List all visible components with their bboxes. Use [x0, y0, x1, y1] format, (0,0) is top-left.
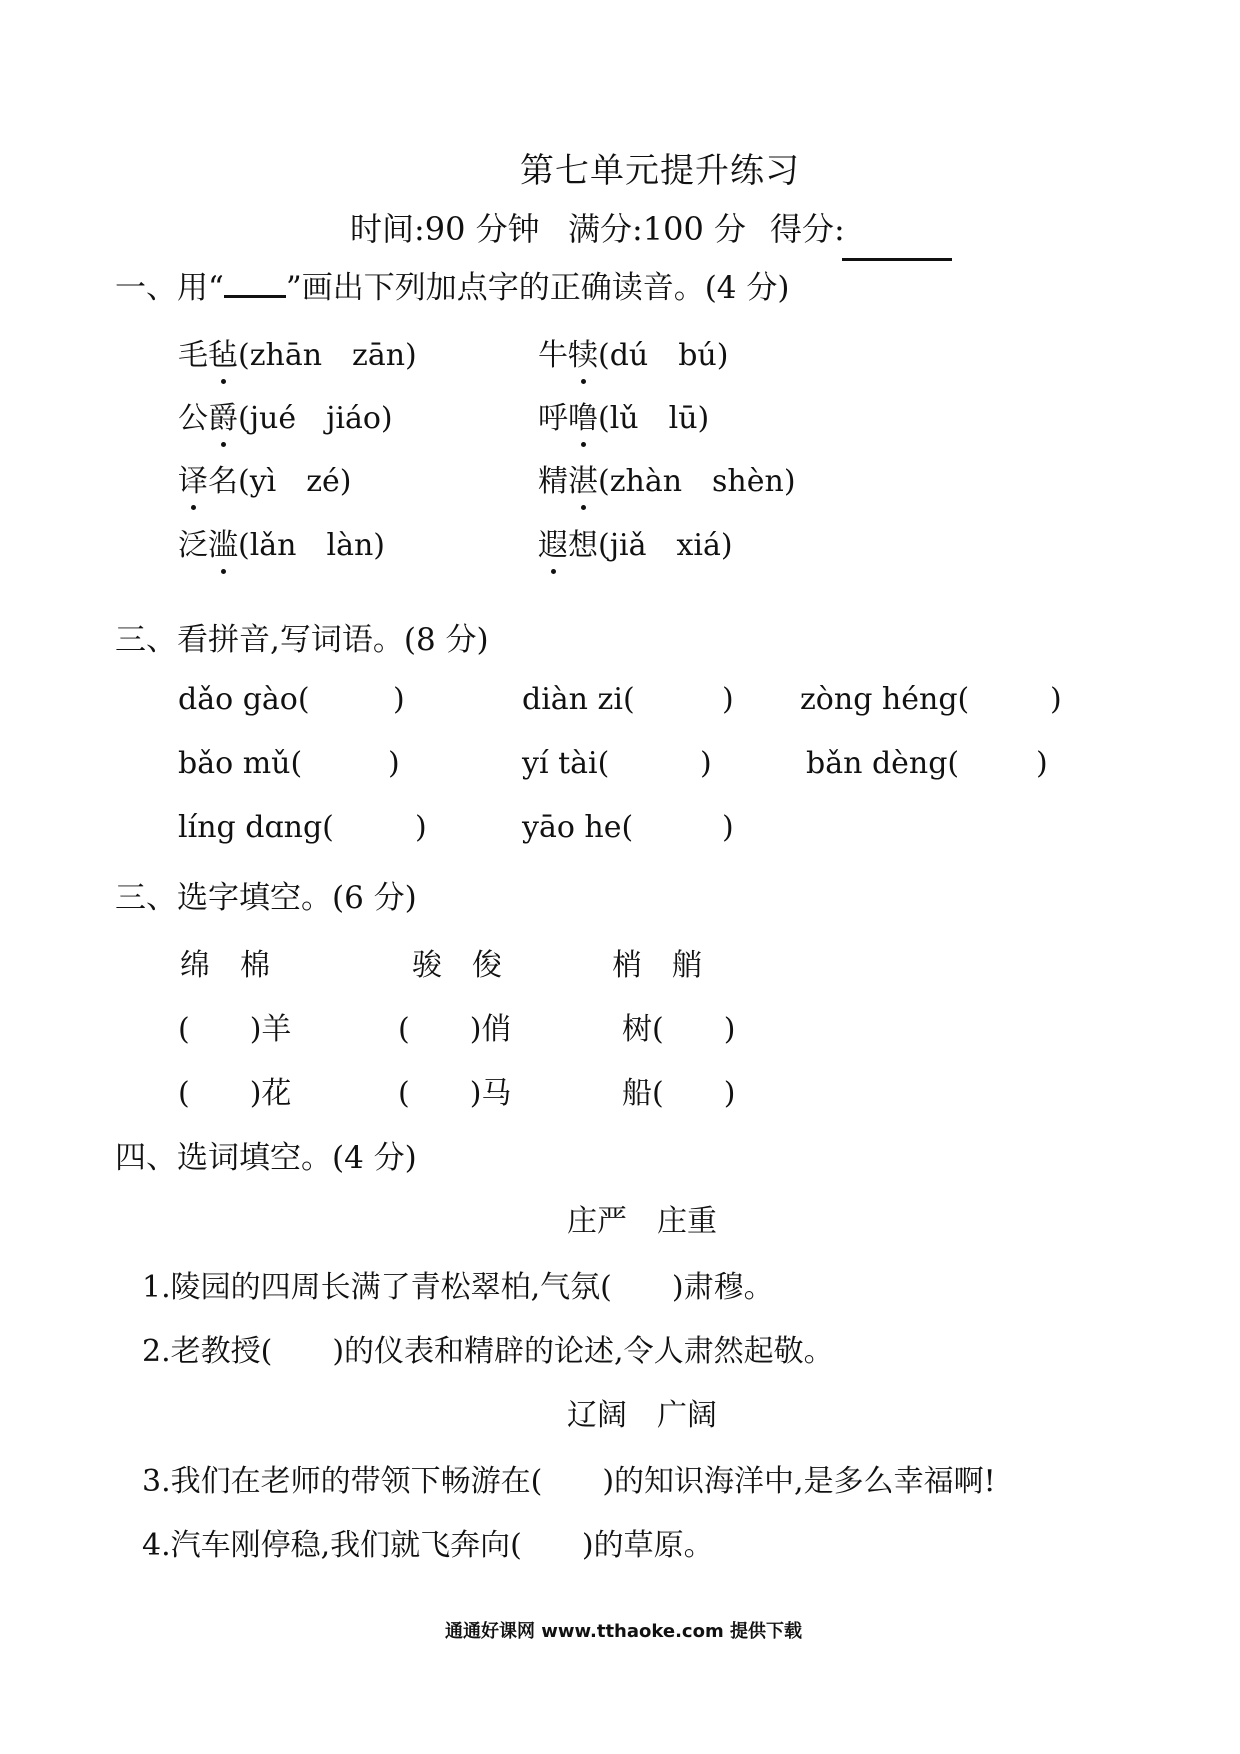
dotted-char: 毡	[208, 330, 238, 374]
full-score: 满分:100 分	[568, 210, 747, 248]
pinyin-item-7: 泛滥(lǎn làn)	[178, 520, 385, 564]
answer-blank[interactable]	[298, 682, 388, 718]
section1-heading	[115, 262, 789, 307]
answer-blank[interactable]	[318, 810, 408, 846]
dotted-char: 滥	[208, 520, 238, 564]
close-paren: )	[1036, 746, 1048, 781]
question-2: 2.老教授( )的仪表和精辟的论述,令人肃然起敬。	[142, 1334, 834, 1369]
pinyin-word-8: yāo he(	[522, 810, 634, 845]
answer-blank[interactable]	[290, 746, 380, 782]
close-paren: )	[722, 682, 734, 717]
dotted-char: 译	[178, 456, 208, 500]
question-3: 3.我们在老师的带领下畅游在( )的知识海洋中,是多么幸福啊!	[142, 1464, 996, 1499]
answer-blank[interactable]	[625, 810, 715, 846]
pinyin-item-8: 遐想(jiǎ xiá)	[538, 520, 733, 564]
answer-blank[interactable]	[940, 746, 1030, 782]
pinyin-item-1: 毛毡(zhān zān)	[178, 330, 417, 374]
answer-blank[interactable]	[625, 682, 715, 718]
pinyin-item-3: 公爵(jué jiáo)	[178, 393, 393, 437]
word-choice-group-1: 庄严 庄重	[567, 1204, 717, 1239]
pinyin-word-7: líng dɑng(	[178, 810, 334, 845]
score-label: 得分:	[770, 210, 845, 248]
close-paren: )	[393, 682, 405, 717]
close-paren: )	[415, 810, 427, 845]
dotted-char: 遐	[538, 520, 568, 564]
char-pair-1: 绵 棉	[180, 948, 270, 983]
question-1: 1.陵园的四周长满了青松翠柏,气氛( )肃穆。	[142, 1270, 774, 1305]
section3-heading: 三、选字填空。(6 分)	[115, 880, 417, 916]
pinyin-item-4: 呼噜(lǔ lū)	[538, 393, 709, 437]
pinyin-word-5: yí tài(	[522, 746, 610, 781]
close-paren: )	[1050, 682, 1062, 717]
close-paren: )	[388, 746, 400, 781]
answer-blank[interactable]	[955, 682, 1045, 718]
score-blank[interactable]	[842, 258, 952, 261]
fill-blank-3[interactable]: 树( )	[622, 1012, 736, 1047]
dotted-char: 湛	[568, 456, 598, 500]
underline-sample	[224, 295, 286, 298]
section1-heading-pre: 一、用“	[115, 270, 224, 306]
word-choice-group-2: 辽阔 广阔	[567, 1398, 717, 1433]
fill-blank-5[interactable]: ( )马	[398, 1076, 512, 1111]
exam-time: 时间:90 分钟	[350, 210, 540, 248]
fill-blank-6[interactable]: 船( )	[622, 1076, 736, 1111]
answer-blank[interactable]	[605, 746, 695, 782]
dotted-char: 噜	[568, 393, 598, 437]
question-4: 4.汽车刚停稳,我们就飞奔向( )的草原。	[142, 1528, 714, 1563]
section2-heading: 三、看拼音,写词语。(8 分)	[115, 622, 489, 658]
pinyin-item-2: 牛犊(dú bú)	[538, 330, 728, 374]
pinyin-item-6: 精湛(zhàn shèn)	[538, 456, 796, 500]
page-title: 第七单元提升练习	[520, 151, 800, 191]
pinyin-item-5: 译名(yì zé)	[178, 456, 352, 500]
close-paren: )	[700, 746, 712, 781]
section4-heading: 四、选词填空。(4 分)	[115, 1140, 417, 1176]
char-pair-3: 梢 艄	[612, 948, 702, 983]
dotted-char: 爵	[208, 393, 238, 437]
dotted-char: 犊	[568, 330, 598, 374]
close-paren: )	[722, 810, 734, 845]
char-pair-2: 骏 俊	[412, 948, 502, 983]
pinyin-word-1: dǎo gào(	[178, 682, 310, 717]
pinyin-word-6: bǎn dèng(	[806, 746, 960, 781]
footer-source: 通通好课网 www.tthaoke.com 提供下载	[445, 1621, 802, 1642]
fill-blank-1[interactable]: ( )羊	[178, 1012, 292, 1047]
fill-blank-4[interactable]: ( )花	[178, 1076, 292, 1111]
pinyin-word-2: diàn zi(	[522, 682, 635, 717]
pinyin-word-4: bǎo mǔ(	[178, 746, 303, 781]
fill-blank-2[interactable]: ( )俏	[398, 1012, 512, 1047]
section1-heading-post: ”画出下列加点字的正确读音。(4 分)	[285, 270, 790, 306]
pinyin-word-3: zòng héng(	[800, 682, 970, 717]
